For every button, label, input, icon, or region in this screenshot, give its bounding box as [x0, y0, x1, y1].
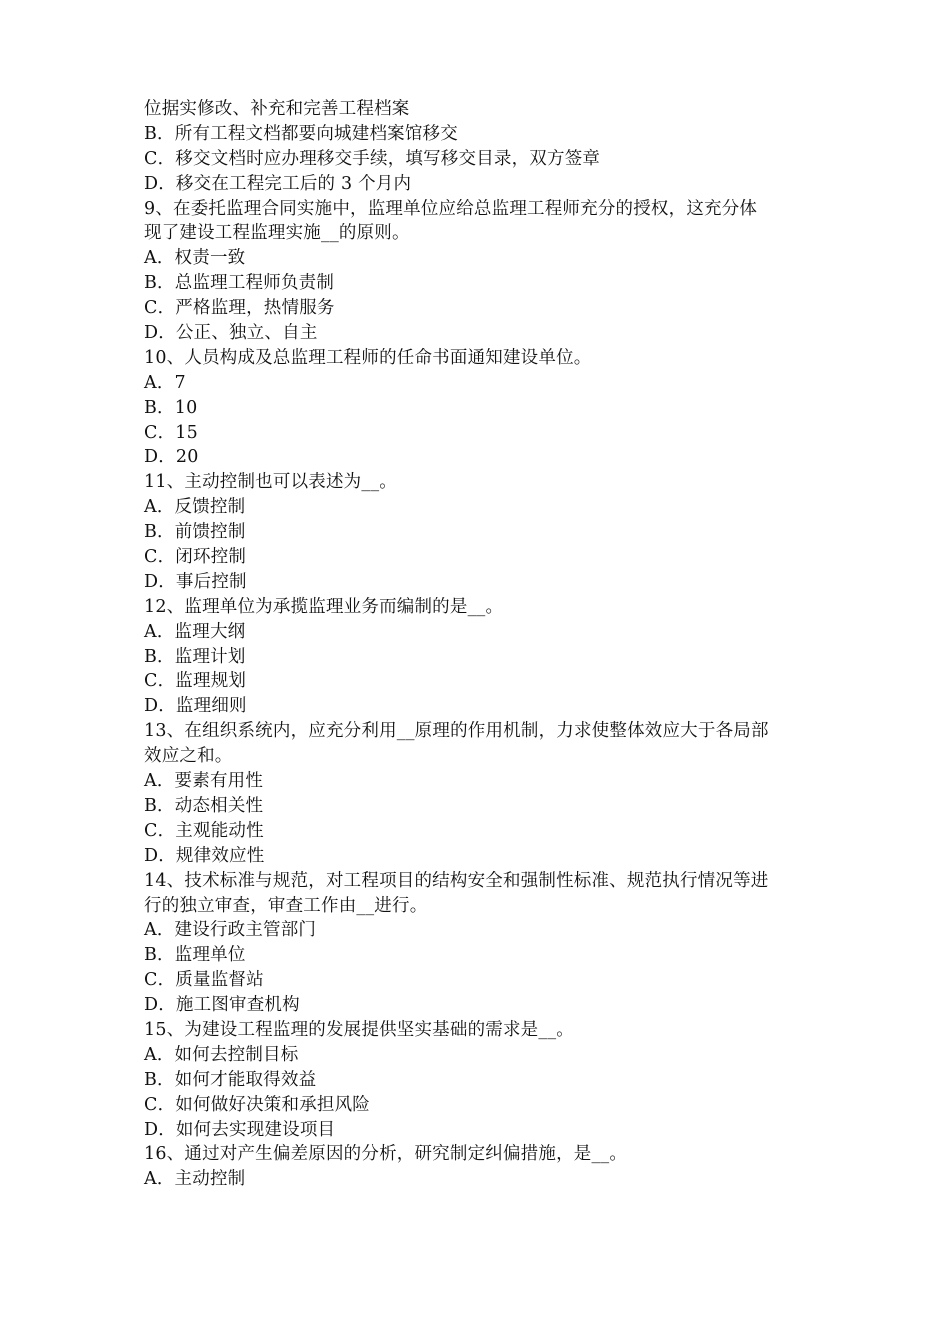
- question-10: [144, 346, 812, 470]
- question-stem: 13、在组织系统内，应充分利用__原理的作用机制，力求使整体效应大于各局部: [144, 721, 769, 742]
- option-a: A．要素有用性: [144, 771, 264, 792]
- question-stem: 12、监理单位为承揽监理业务而编制的是__。: [144, 596, 504, 617]
- option-d: D．事后控制: [144, 571, 247, 592]
- question-stem: 9、在委托监理合同实施中，监理单位应给总监理工程师充分的授权，这充分体: [144, 198, 758, 219]
- option-c: C．监理规划: [144, 671, 247, 692]
- option-b: B．监理单位: [144, 945, 246, 966]
- option-d: D．20: [144, 447, 199, 468]
- option-c: C．质量监督站: [144, 970, 264, 991]
- question-stem: 10、人员构成及总监理工程师的任命书面通知建设单位。: [144, 347, 592, 368]
- question-stem: 11、主动控制也可以表述为__。: [144, 472, 397, 493]
- option-c: C．主观能动性: [144, 820, 264, 841]
- question-stem: 14、技术标准与规范，对工程项目的结构安全和强制性标准、规范执行情况等进: [144, 870, 769, 891]
- question-15: [144, 1018, 812, 1142]
- option-d: D．如何去实现建设项目: [144, 1119, 336, 1140]
- option-d: D．公正、独立、自主: [144, 323, 318, 344]
- option-a: A．主动控制: [144, 1169, 246, 1190]
- option-a: A．监理大纲: [144, 621, 246, 642]
- option-c: C．15: [144, 422, 198, 443]
- question-13: [144, 719, 812, 868]
- option-d: D．规律效应性: [144, 845, 265, 866]
- option-a: A．7: [144, 372, 186, 393]
- question-stem: 16、通过对产生偏差原因的分析，研究制定纠偏措施，是__。: [144, 1144, 628, 1165]
- previous-question-continuation: [144, 97, 812, 197]
- option-b: B．10: [144, 397, 198, 418]
- option-d: D．移交在工程完工后的 3 个月内: [144, 173, 412, 194]
- option-d: D．监理细则: [144, 696, 247, 717]
- option-b: B．动态相关性: [144, 795, 264, 816]
- text-line: 位据实修改、补充和完善工程档案: [144, 99, 410, 119]
- question-stem: 现了建设工程监理实施__的原则。: [144, 223, 410, 244]
- option-a: A．建设行政主管部门: [144, 920, 317, 941]
- option-a: A．如何去控制目标: [144, 1044, 299, 1065]
- option-a: A．权责一致: [144, 248, 246, 269]
- option-c: C．闭环控制: [144, 547, 247, 568]
- option-b: B．如何才能取得效益: [144, 1069, 317, 1090]
- option-b: B．总监理工程师负责制: [144, 273, 335, 294]
- question-9: [144, 197, 812, 346]
- option-b: B．所有工程文档都要向城建档案馆移交: [144, 123, 458, 144]
- question-12: [144, 595, 812, 719]
- option-c: C．严格监理，热情服务: [144, 298, 335, 319]
- question-14: [144, 869, 812, 1018]
- option-c: C．如何做好决策和承担风险: [144, 1094, 370, 1115]
- option-b: B．监理计划: [144, 646, 246, 667]
- option-c: C．移交文档时应办理移交手续，填写移交目录，双方签章: [144, 148, 601, 169]
- question-stem: 效应之和。: [144, 746, 233, 767]
- option-b: B．前馈控制: [144, 522, 246, 543]
- question-16: [144, 1142, 812, 1192]
- question-11: [144, 470, 812, 594]
- document-body: [144, 97, 812, 1192]
- question-stem: 行的独立审查，审查工作由__进行。: [144, 895, 428, 916]
- option-a: A．反馈控制: [144, 497, 246, 518]
- question-stem: 15、为建设工程监理的发展提供坚实基础的需求是__。: [144, 1019, 574, 1040]
- option-d: D．施工图审查机构: [144, 995, 300, 1016]
